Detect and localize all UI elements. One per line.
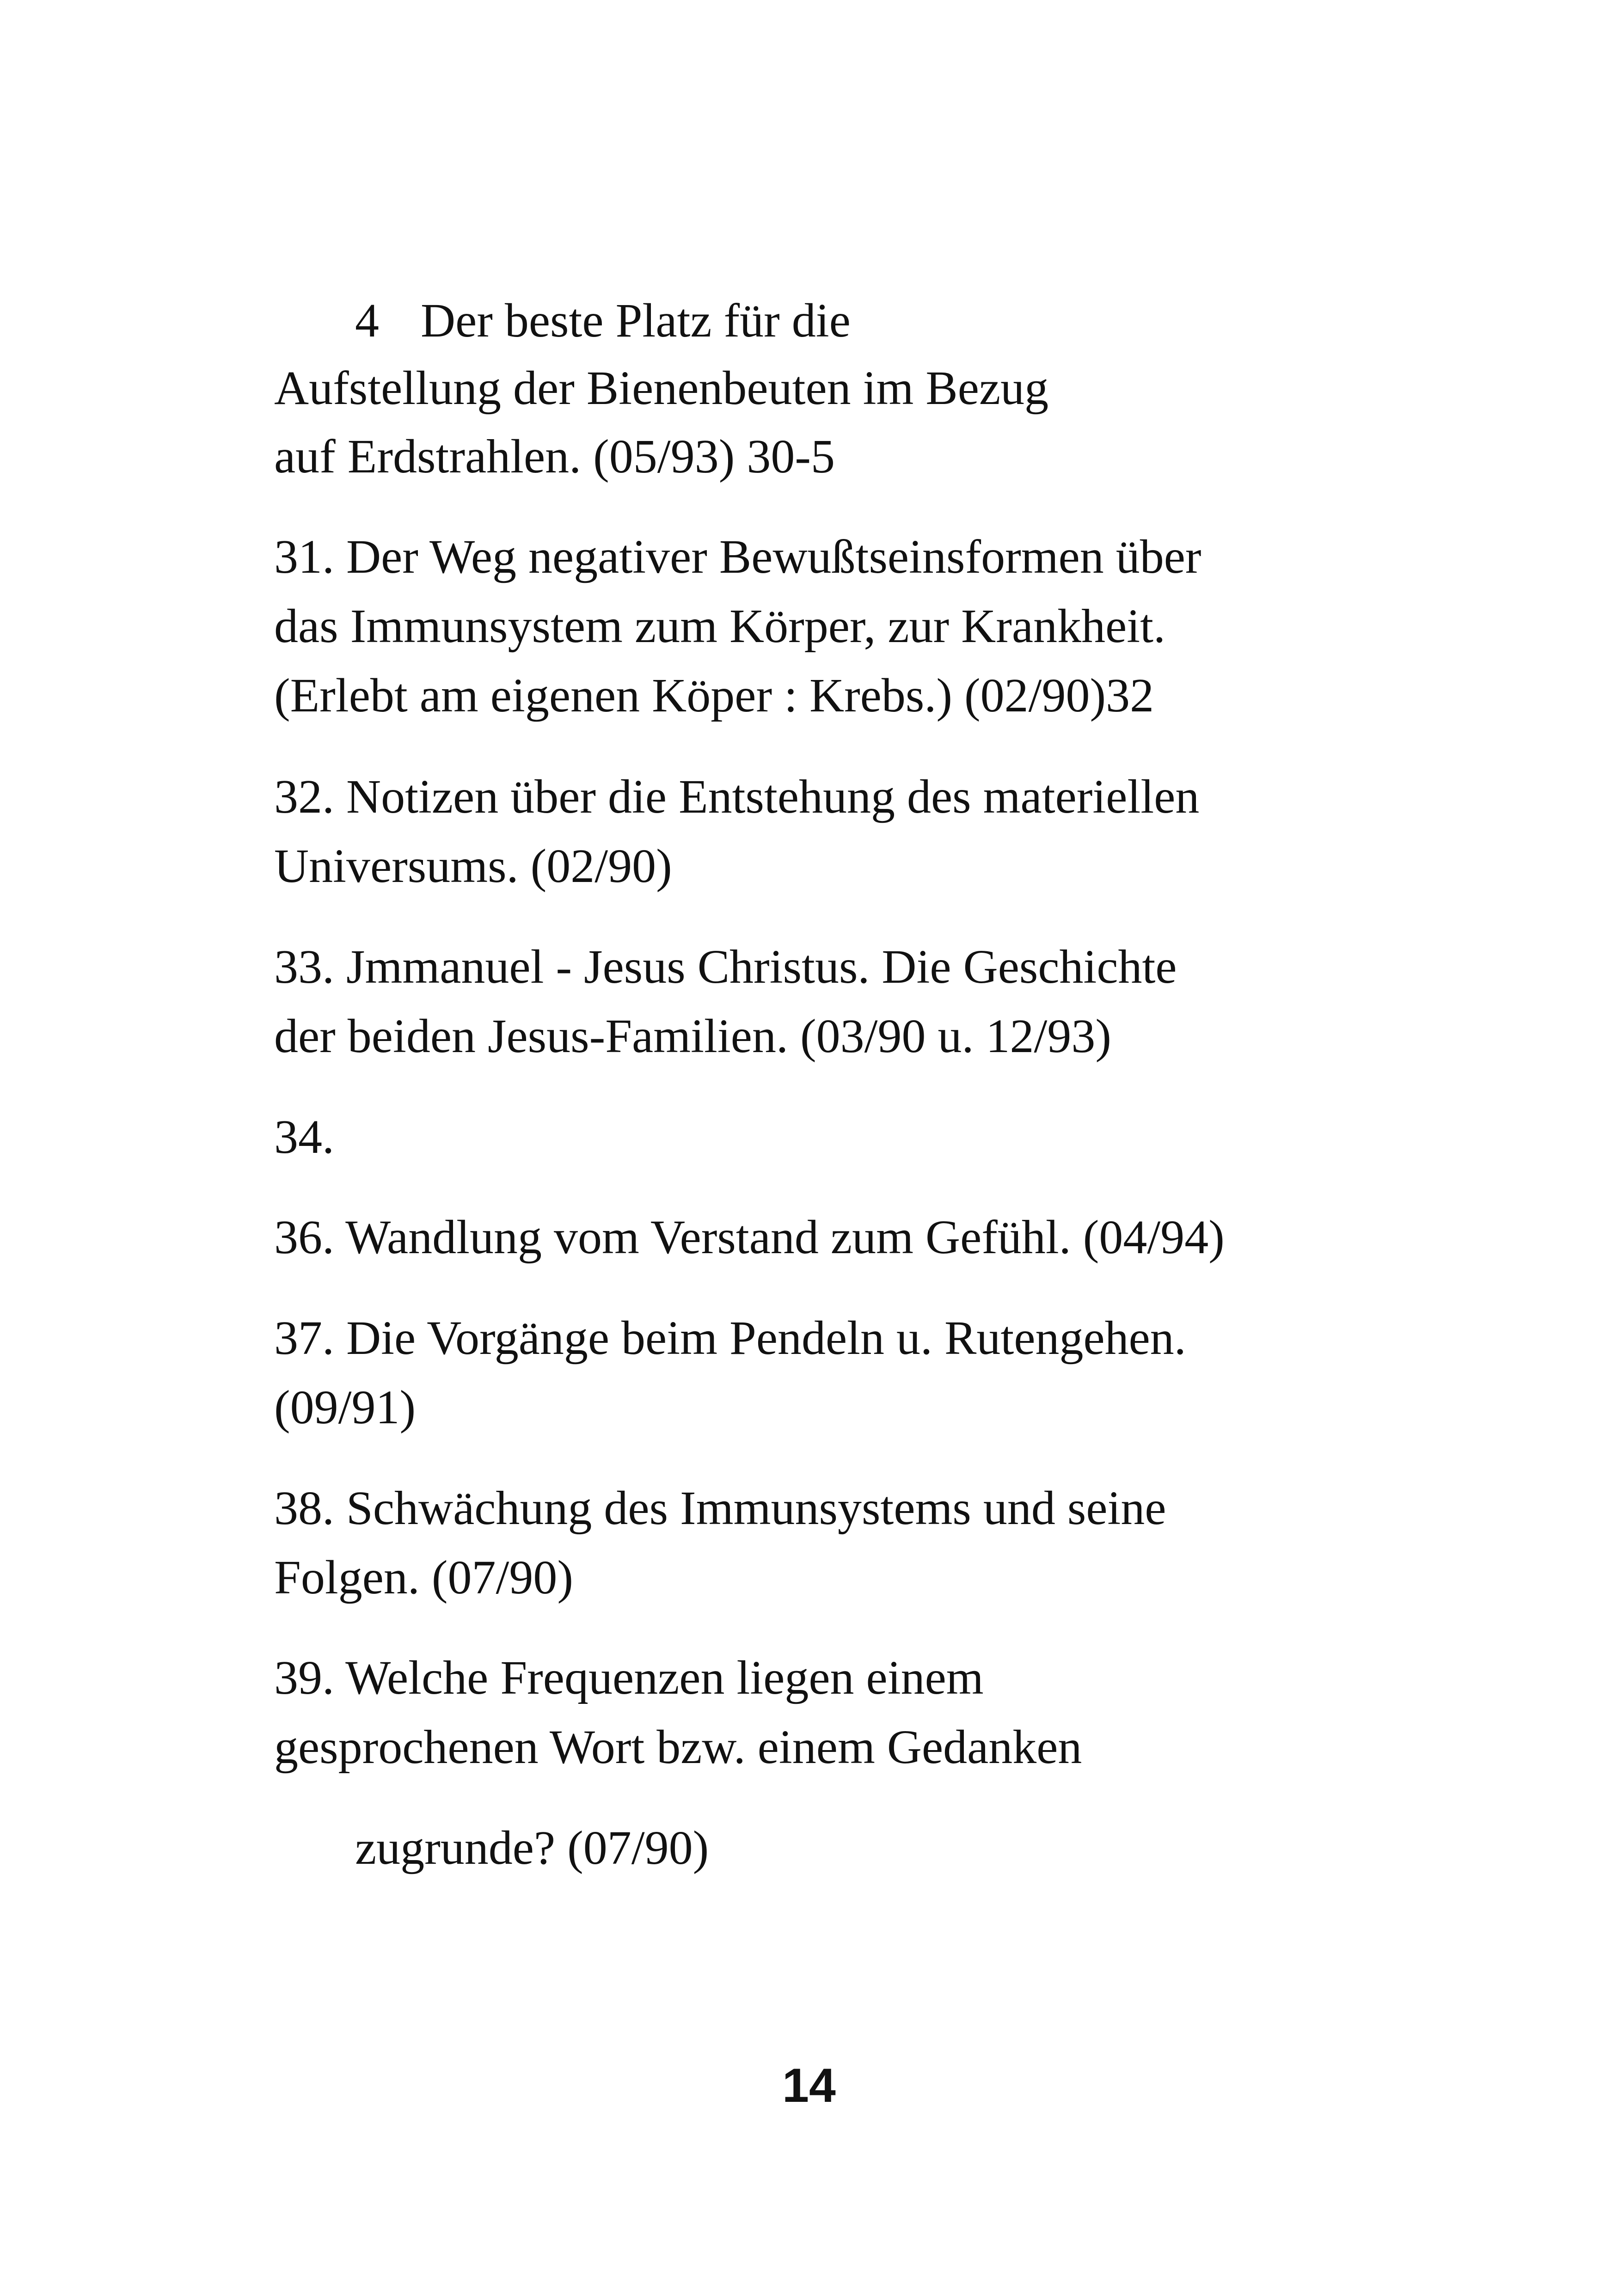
entry-30-number: 4 (355, 294, 379, 347)
page-number: 14 (782, 2059, 836, 2112)
entry-31-line-2: das Immunsystem zum Körper, zur Krankheit. (274, 600, 1166, 653)
entry-37-line-2: (09/91) (274, 1381, 416, 1434)
entry-30-first-line (355, 294, 851, 347)
entry-38-line-1: 38. Schwächung des Immunsystems und seine (274, 1482, 1166, 1535)
entry-30-line-1-text: Der beste Platz für die (421, 294, 851, 347)
entry-32-line-1: 32. Notizen über die Entstehung des materiellen (274, 770, 1200, 823)
entry-38-line-2: Folgen. (07/90) (274, 1551, 574, 1604)
entry-39-line-3: zugrunde? (07/90) (355, 1821, 709, 1874)
entry-39-line-2: gesprochenen Wort bzw. einem Gedanken (274, 1720, 1082, 1774)
entry-39-line-1: 39. Welche Frequenzen liegen einem (274, 1651, 984, 1704)
entry-33-line-2: der beiden Jesus-Familien. (03/90 u. 12/93) (274, 1010, 1112, 1063)
entry-30-line-2: Aufstellung der Bienenbeuten im Bezug (274, 361, 1049, 415)
entry-37-line-1: 37. Die Vorgänge beim Pendeln u. Rutengehen. (274, 1311, 1186, 1365)
entry-36-line-1: 36. Wandlung vom Verstand zum Gefühl. (04/94) (274, 1211, 1225, 1264)
entry-33-line-1: 33. Jmmanuel - Jesus Christus. Die Geschichte (274, 940, 1177, 993)
entry-32-line-2: Universums. (02/90) (274, 839, 672, 893)
entry-31-line-3: (Erlebt am eigenen Köper : Krebs.) (02/90)32 (274, 669, 1154, 722)
entry-34-line-1: 34. (274, 1110, 334, 1163)
entry-31-line-1: 31. Der Weg negativer Bewußtseinsformen über (274, 530, 1201, 583)
entry-30-line-3: auf Erdstrahlen. (05/93) 30-5 (274, 430, 835, 483)
